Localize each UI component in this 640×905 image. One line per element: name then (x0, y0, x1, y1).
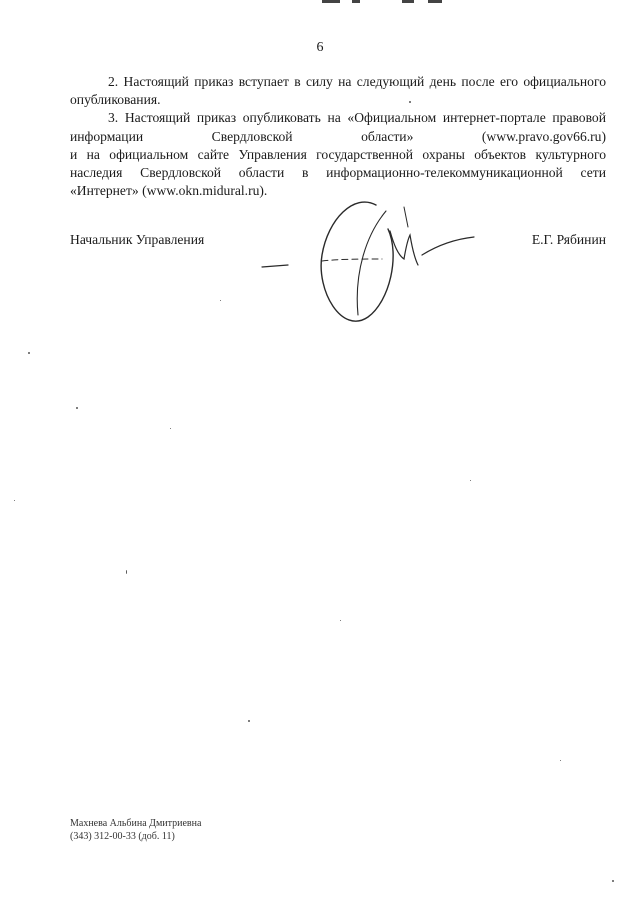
executor-name: Махнева Альбина Дмитриевна (70, 818, 202, 829)
scan-speck (340, 620, 341, 621)
scan-artifact (428, 0, 442, 3)
paragraph-publication-site: и на официальном сайте Управления государственной охраны объектов культурного наследия Свердловской области в информационно-телекоммуникационной сети «Интернет» (www.okn.midural.ru). (70, 146, 606, 199)
scan-speck (470, 480, 471, 481)
handwritten-signature (258, 195, 478, 335)
scan-speck (170, 428, 171, 429)
paragraph-effective-date: 2. Настоящий приказ вступает в силу на следующий день после его официального опубликования. (70, 74, 606, 108)
executor-phone: (343) 312-00-33 (доб. 11) (70, 831, 175, 842)
signatory-position: Начальник Управления (70, 232, 205, 247)
scan-speck (76, 407, 78, 409)
scan-speck (28, 352, 30, 354)
scan-speck (409, 101, 411, 103)
paragraph-publication-portal: 3. Настоящий приказ опубликовать на «Официальном интернет-портале правовой информации Свердловской области» (www.pravo.gov66.ru) (70, 110, 606, 144)
scan-speck (126, 570, 127, 574)
signatory-name: Е.Г. Рябинин (531, 232, 606, 247)
scan-speck (220, 300, 221, 301)
scan-artifact (322, 0, 340, 3)
scan-speck (248, 720, 250, 722)
scan-speck (612, 880, 614, 882)
scan-speck (14, 500, 15, 501)
scan-artifact (402, 0, 414, 3)
executor-info (70, 817, 201, 843)
scan-speck (560, 760, 561, 761)
page-number: 6 (316, 40, 324, 55)
scan-artifact (352, 0, 360, 3)
document-body (70, 73, 606, 200)
